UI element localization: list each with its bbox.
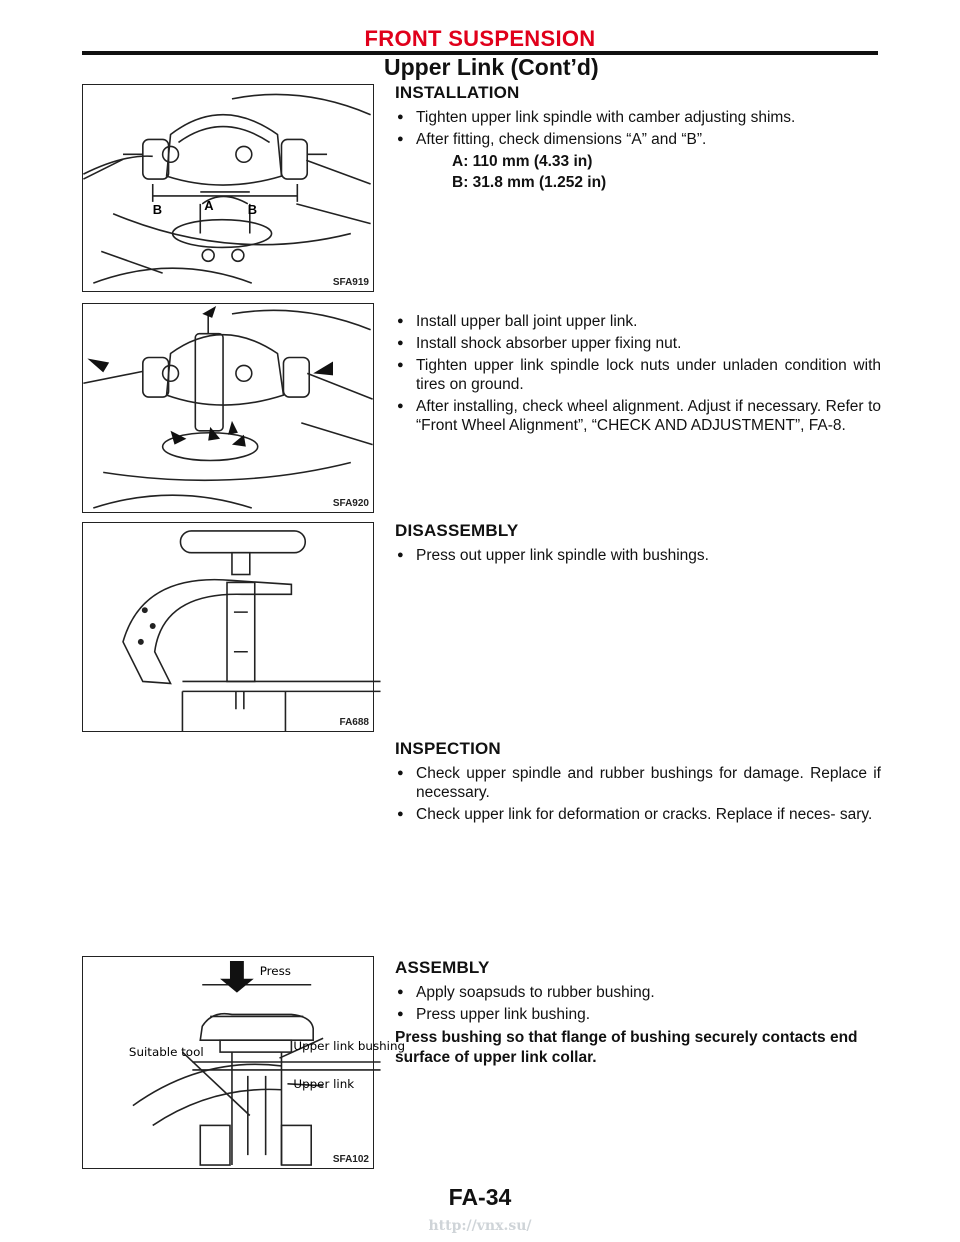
label-b-left: B	[152, 201, 163, 217]
assembly-item: ● Press upper link bushing.	[395, 1005, 881, 1024]
watermark-url[interactable]: http://vnx.su/	[428, 1218, 532, 1234]
figure-code: SFA919	[332, 277, 369, 288]
inspection-heading: INSPECTION	[395, 739, 501, 758]
figure-code: FA688	[339, 717, 369, 728]
label-suitable-tool: Suitable tool	[128, 1045, 204, 1060]
label-press: Press	[259, 963, 291, 978]
inspection-item: ● Check upper spindle and rubber bushings for damage. Replace if necessary.	[395, 764, 881, 802]
section-title: Upper Link (Cont’d)	[384, 54, 599, 80]
label-upper-link-bushing: Upper link bushing	[293, 1039, 406, 1054]
disassembly-section	[395, 521, 881, 568]
inspection-section	[395, 739, 881, 827]
disassembly-heading: DISASSEMBLY	[395, 521, 519, 540]
upper-link-dimension-illustration	[83, 85, 373, 291]
figure-sfa920	[82, 303, 374, 513]
label-upper-link: Upper link	[293, 1076, 355, 1091]
upper-link-installation-illustration	[83, 304, 373, 512]
figure-code: SFA920	[332, 498, 369, 509]
installation-steps	[395, 312, 881, 438]
installation-step: ● After installing, check wheel alignment. Adjust if necessary. Refer to “Front Wheel Alignment”, “CHECK AND ADJUSTMENT”, FA-8.	[395, 397, 881, 435]
installation-heading: INSTALLATION	[395, 83, 520, 102]
installation-item: ● Tighten upper link spindle with camber adjusting shims.	[395, 108, 881, 127]
page-number: FA-34	[448, 1184, 512, 1210]
label-b-right: B	[247, 201, 258, 217]
dimension-values	[395, 152, 881, 192]
assembly-section	[395, 958, 881, 1068]
figure-fa688	[82, 522, 374, 732]
installation-step: ● Tighten upper link spindle lock nuts under unladen condition with tires on ground.	[395, 356, 881, 394]
assembly-note: Press bushing so that flange of bushing securely contacts end surface of upper link collar.	[395, 1029, 858, 1066]
dimension-a: A: 110 mm (4.33 in)	[452, 153, 593, 170]
label-a: A	[204, 197, 214, 213]
press-out-spindle-illustration	[83, 523, 373, 731]
figure-sfa102	[82, 956, 406, 1169]
press-bushing-illustration	[83, 957, 406, 1168]
installation-item: ● After fitting, check dimensions “A” and “B”.	[395, 130, 881, 149]
figure-code: SFA102	[332, 1154, 369, 1165]
installation-section	[395, 83, 881, 194]
assembly-item: ● Apply soapsuds to rubber bushing.	[395, 983, 881, 1002]
dimension-b: B: 31.8 mm (1.252 in)	[452, 174, 607, 191]
installation-step: ● Install upper ball joint upper link.	[395, 312, 881, 331]
figure-sfa919	[82, 84, 374, 292]
inspection-item: ● Check upper link for deformation or cracks. Replace if neces- sary.	[395, 805, 881, 824]
installation-step: ● Install shock absorber upper fixing nut.	[395, 334, 881, 353]
header-title: FRONT SUSPENSION	[364, 26, 596, 51]
disassembly-item: ● Press out upper link spindle with bushings.	[395, 546, 881, 565]
assembly-heading: ASSEMBLY	[395, 958, 490, 977]
